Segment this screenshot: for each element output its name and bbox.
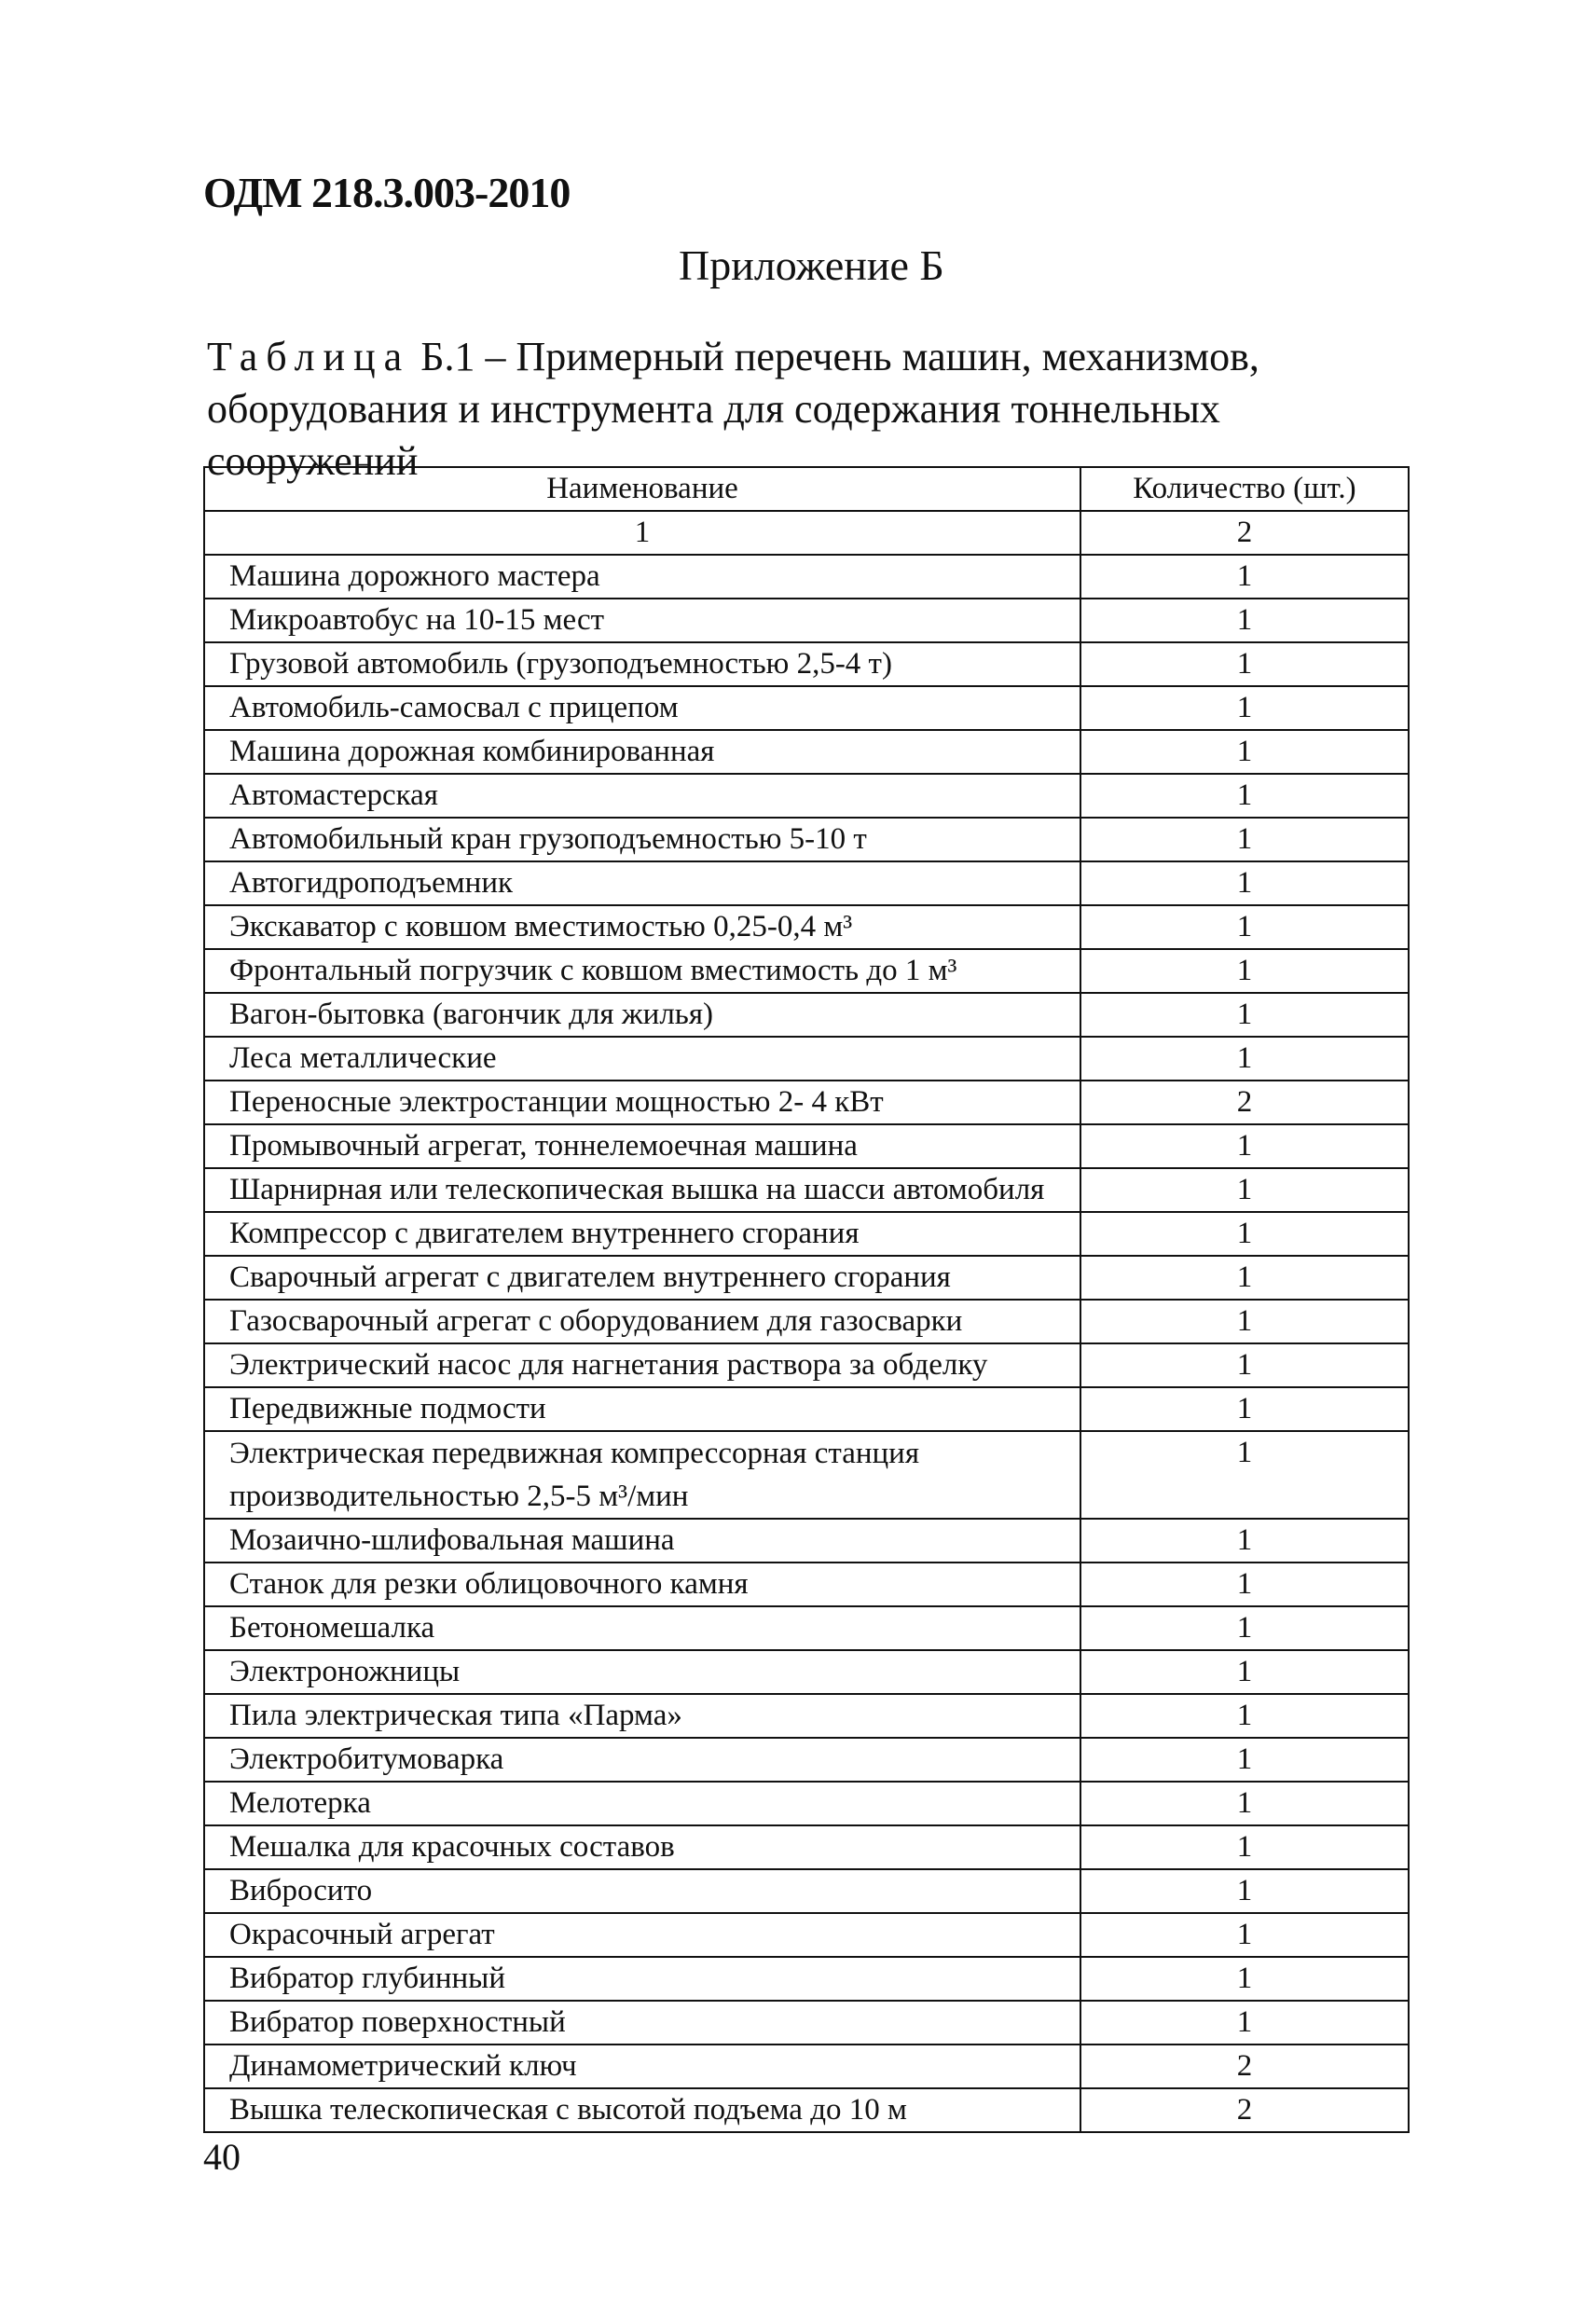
- equipment-quantity: 1: [1080, 1212, 1409, 1256]
- equipment-name: Передвижные подмости: [204, 1387, 1080, 1431]
- equipment-quantity: 1: [1080, 642, 1409, 686]
- equipment-name: Вибратор глубинный: [204, 1957, 1080, 2001]
- table-row: [204, 1212, 1409, 1256]
- equipment-name: Электрический насос для нагнетания раствора за обделку: [204, 1343, 1080, 1387]
- table-row: [204, 1563, 1409, 1606]
- equipment-quantity: 1: [1080, 1825, 1409, 1869]
- equipment-quantity: 1: [1080, 1256, 1409, 1300]
- equipment-quantity: 1: [1080, 1957, 1409, 2001]
- table-row: [204, 1081, 1409, 1124]
- equipment-quantity: 1: [1080, 1650, 1409, 1694]
- table-row: [204, 686, 1409, 730]
- table-row: [204, 1037, 1409, 1081]
- header-name: Наименование: [204, 467, 1080, 511]
- column-number-row: [204, 511, 1409, 555]
- equipment-name: Вышка телескопическая с высотой подъема до 10 м: [204, 2088, 1080, 2132]
- table-row: [204, 1168, 1409, 1212]
- equipment-quantity: 2: [1080, 1081, 1409, 1124]
- equipment-quantity: 1: [1080, 1037, 1409, 1081]
- equipment-quantity: 1: [1080, 861, 1409, 905]
- table-row: [204, 1738, 1409, 1782]
- equipment-name: Электрическая передвижная компрессорная станция производительностью 2,5-5 м³/мин: [204, 1431, 1080, 1519]
- page-number: 40: [203, 2136, 241, 2178]
- equipment-quantity: 1: [1080, 905, 1409, 949]
- equipment-quantity: 1: [1080, 949, 1409, 993]
- table-row: [204, 730, 1409, 774]
- equipment-quantity: 1: [1080, 774, 1409, 818]
- equipment-name: Вибратор поверхностный: [204, 2001, 1080, 2045]
- equipment-quantity: 1: [1080, 555, 1409, 599]
- header-quantity: Количество (шт.): [1080, 467, 1409, 511]
- table-row: [204, 2045, 1409, 2088]
- equipment-name: Экскаватор с ковшом вместимостью 0,25-0,4 м³: [204, 905, 1080, 949]
- table-row: [204, 861, 1409, 905]
- equipment-name: Компрессор с двигателем внутреннего сгорания: [204, 1212, 1080, 1256]
- equipment-quantity: 2: [1080, 2045, 1409, 2088]
- equipment-quantity: 1: [1080, 1869, 1409, 1913]
- equipment-quantity: 1: [1080, 1913, 1409, 1957]
- equipment-name: Микроавтобус на 10-15 мест: [204, 599, 1080, 642]
- document-code: ОДМ 218.3.003-2010: [203, 169, 571, 216]
- equipment-name: Леса металлические: [204, 1037, 1080, 1081]
- table-row: [204, 2001, 1409, 2045]
- table-caption: [207, 331, 1419, 488]
- equipment-name: Промывочный агрегат, тоннелемоечная машина: [204, 1124, 1080, 1168]
- equipment-quantity: 1: [1080, 730, 1409, 774]
- equipment-name: Сварочный агрегат с двигателем внутреннего сгорания: [204, 1256, 1080, 1300]
- table-row: [204, 642, 1409, 686]
- equipment-name: Мелотерка: [204, 1782, 1080, 1825]
- equipment-name: Автогидроподъемник: [204, 861, 1080, 905]
- equipment-name: Вибросито: [204, 1869, 1080, 1913]
- equipment-name: Динамометрический ключ: [204, 2045, 1080, 2088]
- equipment-name: Шарнирная или телескопическая вышка на шасси автомобиля: [204, 1168, 1080, 1212]
- equipment-name: Окрасочный агрегат: [204, 1913, 1080, 1957]
- equipment-name: Бетономешалка: [204, 1606, 1080, 1650]
- equipment-name: Газосварочный агрегат с оборудованием для газосварки: [204, 1300, 1080, 1343]
- equipment-table: [203, 466, 1410, 2133]
- equipment-name: Автомастерская: [204, 774, 1080, 818]
- equipment-name: Пила электрическая типа «Парма»: [204, 1694, 1080, 1738]
- caption-text: Б.1 – Примерный перечень машин, механизмов, оборудования и инструмента для содержания тоннельных сооружений: [207, 334, 1259, 484]
- table-row: [204, 1124, 1409, 1168]
- table-row: [204, 905, 1409, 949]
- table-row: [204, 1782, 1409, 1825]
- equipment-name: Автомобиль-самосвал с прицепом: [204, 686, 1080, 730]
- equipment-name: Электроножницы: [204, 1650, 1080, 1694]
- equipment-name: Станок для резки облицовочного камня: [204, 1563, 1080, 1606]
- table-row: [204, 993, 1409, 1037]
- equipment-name: Машина дорожного мастера: [204, 555, 1080, 599]
- equipment-name: Переносные электростанции мощностью 2- 4 кВт: [204, 1081, 1080, 1124]
- table-row: [204, 1387, 1409, 1431]
- table-row: [204, 1300, 1409, 1343]
- equipment-quantity: 1: [1080, 818, 1409, 861]
- column-number-2: 2: [1080, 511, 1409, 555]
- appendix-title: Приложение Б: [679, 241, 944, 289]
- equipment-name: Грузовой автомобиль (грузоподъемностью 2,5-4 т): [204, 642, 1080, 686]
- equipment-name: Мешалка для красочных составов: [204, 1825, 1080, 1869]
- table-row: [204, 1869, 1409, 1913]
- equipment-quantity: 1: [1080, 1343, 1409, 1387]
- table-row: [204, 1825, 1409, 1869]
- equipment-quantity: 1: [1080, 1124, 1409, 1168]
- table-row: [204, 1913, 1409, 1957]
- equipment-quantity: 1: [1080, 1694, 1409, 1738]
- equipment-quantity: 1: [1080, 686, 1409, 730]
- table-row: [204, 1694, 1409, 1738]
- table-row: [204, 818, 1409, 861]
- table-row: [204, 1606, 1409, 1650]
- equipment-quantity: 1: [1080, 1431, 1409, 1519]
- equipment-name: Мозаично-шлифовальная машина: [204, 1519, 1080, 1563]
- equipment-quantity: 1: [1080, 1606, 1409, 1650]
- equipment-name: Фронтальный погрузчик с ковшом вместимость до 1 м³: [204, 949, 1080, 993]
- table-row: [204, 599, 1409, 642]
- equipment-name: Автомобильный кран грузоподъемностью 5-10 т: [204, 818, 1080, 861]
- table-row: [204, 774, 1409, 818]
- table-row: [204, 1343, 1409, 1387]
- table-row: [204, 949, 1409, 993]
- table-body: [204, 555, 1409, 2132]
- equipment-name: Вагон-бытовка (вагончик для жилья): [204, 993, 1080, 1037]
- caption-prefix: Таблица: [207, 334, 411, 379]
- equipment-quantity: 2: [1080, 2088, 1409, 2132]
- table-row: [204, 555, 1409, 599]
- equipment-quantity: 1: [1080, 993, 1409, 1037]
- equipment-quantity: 1: [1080, 1738, 1409, 1782]
- equipment-name: Машина дорожная комбинированная: [204, 730, 1080, 774]
- equipment-quantity: 1: [1080, 599, 1409, 642]
- table-row: [204, 1519, 1409, 1563]
- equipment-quantity: 1: [1080, 1563, 1409, 1606]
- equipment-quantity: 1: [1080, 1300, 1409, 1343]
- equipment-quantity: 1: [1080, 1782, 1409, 1825]
- table-row: [204, 1957, 1409, 2001]
- table-row: [204, 1650, 1409, 1694]
- table-row: [204, 1431, 1409, 1519]
- equipment-quantity: 1: [1080, 2001, 1409, 2045]
- equipment-name: Электробитумоварка: [204, 1738, 1080, 1782]
- table-header-row: [204, 467, 1409, 511]
- equipment-quantity: 1: [1080, 1168, 1409, 1212]
- equipment-quantity: 1: [1080, 1387, 1409, 1431]
- table-row: [204, 2088, 1409, 2132]
- table-row: [204, 1256, 1409, 1300]
- column-number-1: 1: [204, 511, 1080, 555]
- equipment-quantity: 1: [1080, 1519, 1409, 1563]
